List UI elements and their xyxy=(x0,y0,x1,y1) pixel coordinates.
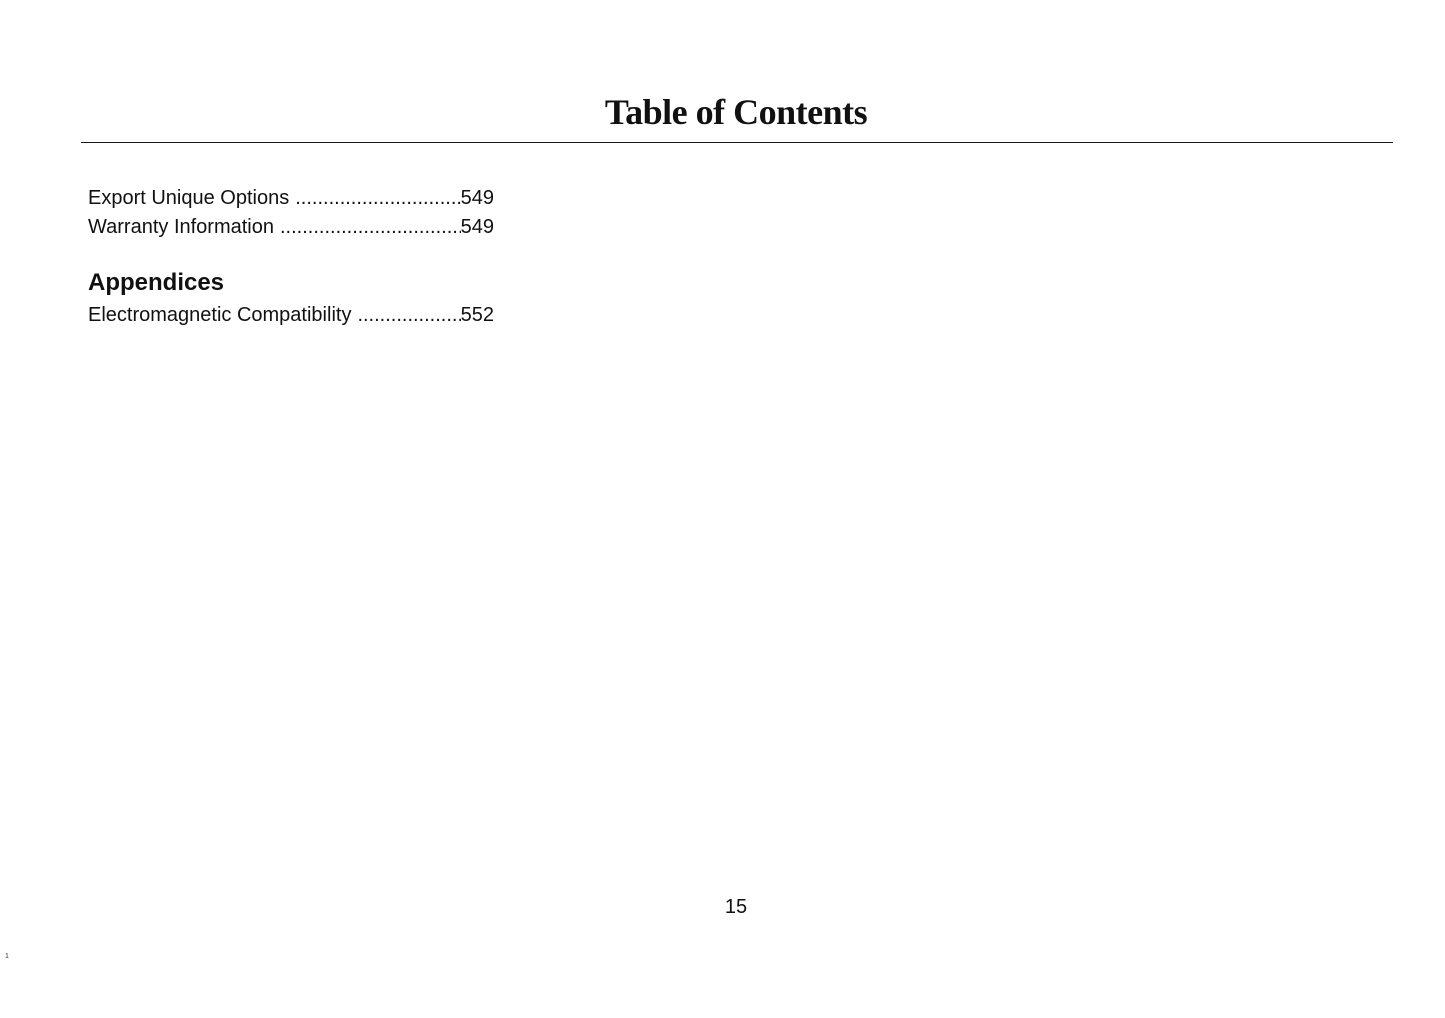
toc-entry-page: 549 xyxy=(460,187,494,209)
toc-leader-dots xyxy=(357,301,460,330)
page-title: Table of Contents xyxy=(604,92,868,132)
toc-entry-warranty-information[interactable] xyxy=(88,213,494,242)
toc-entry-electromagnetic-compatibility[interactable] xyxy=(88,301,494,330)
title-divider xyxy=(81,142,1393,143)
corner-mark: 1 xyxy=(5,953,9,960)
toc-section-heading-appendices: Appendices xyxy=(88,269,225,296)
table-of-contents xyxy=(88,184,494,330)
toc-entry-page: 552 xyxy=(460,304,494,326)
toc-entry-label: Warranty Information xyxy=(88,216,274,238)
toc-entry-export-unique-options[interactable] xyxy=(88,184,494,213)
toc-leader-dots xyxy=(295,184,460,213)
toc-entry-label: Export Unique Options xyxy=(88,187,290,209)
toc-entry-label: Electromagnetic Compatibility xyxy=(88,304,352,326)
toc-entry-page: 549 xyxy=(460,216,494,238)
toc-leader-dots xyxy=(280,213,461,242)
page-number: 15 xyxy=(724,896,748,918)
